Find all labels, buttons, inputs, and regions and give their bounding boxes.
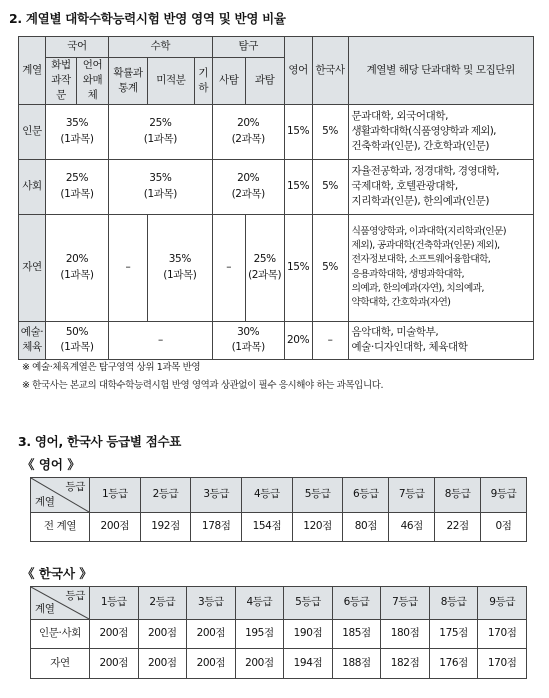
note-history: ※ 한국사는 본교의 대학수학능력시험 반영 영역과 상관없이 필수 응시해야 하는 과목입니다. <box>22 380 384 391</box>
header-math: 수학 <box>108 37 212 58</box>
header-inquiry-2: 과탐 <box>245 58 284 105</box>
ratio-table <box>18 36 534 360</box>
grade-3: 3등급 <box>187 587 236 620</box>
score-cell: 200점 <box>90 513 141 542</box>
grade-8: 8등급 <box>429 587 478 620</box>
row-humanities <box>19 104 534 159</box>
univ-list: 음악대학, 미술학부, 예술·디자인대학, 체육대학 <box>348 321 533 359</box>
header-math-2: 미적분 <box>147 58 194 105</box>
table-row <box>31 513 527 542</box>
korean-ratio: 25% (1과목) <box>46 159 109 214</box>
inquiry-dash: – <box>212 214 245 321</box>
header-inquiry: 탐구 <box>212 37 284 58</box>
univ-list: 자율전공학과, 정경대학, 경영대학, 국제대학, 호텔관광대학, 지리학과(인문), 한의예과(인문) <box>348 159 533 214</box>
header-univ: 계열별 해당 단과대학 및 모집단위 <box>348 37 533 105</box>
english-ratio: 15% <box>284 214 312 321</box>
row-arts <box>19 321 534 359</box>
math-dash: – <box>108 214 147 321</box>
grade-2: 2등급 <box>140 478 191 513</box>
grade-5: 5등급 <box>284 587 333 620</box>
notes <box>22 359 383 395</box>
grade-6: 6등급 <box>343 478 389 513</box>
history-grade-header <box>31 587 527 620</box>
english-score-table <box>30 477 527 542</box>
score-cell: 154점 <box>242 513 293 542</box>
header-group: 계열 <box>19 37 46 105</box>
english-grade-header <box>31 478 527 513</box>
score-cell: 200점 <box>187 649 236 679</box>
grade-8: 8등급 <box>435 478 481 513</box>
corner-header: 등급 계열 <box>31 587 90 620</box>
grade-6: 6등급 <box>332 587 381 620</box>
korean-ratio: 50% (1과목) <box>46 321 109 359</box>
score-cell: 200점 <box>90 620 139 649</box>
row-name: 전 계열 <box>31 513 90 542</box>
score-cell: 178점 <box>191 513 242 542</box>
header-math-1: 확률과통계 <box>108 58 147 105</box>
univ-list: 식품영양학과, 이과대학(지리학과(인문) 제외), 공과대학(건축학과(인문) 제외), 전자정보대학, 소프트웨어융합대학, 응용과학대학, 생명과학대학, 의예과, 한의예과(자연), 치의예과, 약학대학, 간호학과(자연) <box>348 214 533 321</box>
header-math-3: 기하 <box>194 58 212 105</box>
score-cell: 188점 <box>332 649 381 679</box>
english-label: 《 영어 》 <box>22 457 80 472</box>
corner-header: 등급 계열 <box>31 478 90 513</box>
score-cell: 200점 <box>90 649 139 679</box>
header-english: 영어 <box>284 37 312 105</box>
score-cell: 170점 <box>478 649 527 679</box>
header-korean-2: 언어와매체 <box>76 58 108 105</box>
note-arts: ※ 예술·체육계열은 탐구영역 상위 1과목 반영 <box>22 362 201 373</box>
inquiry-ratio: 20% (2과목) <box>212 104 284 159</box>
score-cell: 46점 <box>389 513 435 542</box>
table-row <box>31 620 527 649</box>
grade-1: 1등급 <box>90 587 139 620</box>
grade-1: 1등급 <box>90 478 141 513</box>
score-cell: 200점 <box>138 649 187 679</box>
history-score-table <box>30 586 527 679</box>
history-ratio: 5% <box>312 159 348 214</box>
history-label: 《 한국사 》 <box>22 566 92 581</box>
grade-5: 5등급 <box>292 478 343 513</box>
score-cell: 200점 <box>138 620 187 649</box>
math-ratio: 35% (1과목) <box>147 214 212 321</box>
row-name: 자연 <box>31 649 90 679</box>
grade-3: 3등급 <box>191 478 242 513</box>
inquiry-ratio: 30% (1과목) <box>212 321 284 359</box>
score-cell: 195점 <box>235 620 284 649</box>
korean-ratio: 35% (1과목) <box>46 104 109 159</box>
header-history: 한국사 <box>312 37 348 105</box>
grade-4: 4등급 <box>235 587 284 620</box>
grade-9: 9등급 <box>481 478 527 513</box>
history-ratio: 5% <box>312 104 348 159</box>
univ-list: 문과대학, 외국어대학, 생활과학대학(식품영양학과 제외), 건축학과(인문), 간호학과(인문) <box>348 104 533 159</box>
row-name: 사회 <box>19 159 46 214</box>
score-cell: 0점 <box>481 513 527 542</box>
score-cell: 176점 <box>429 649 478 679</box>
english-ratio: 15% <box>284 104 312 159</box>
header-korean: 국어 <box>46 37 109 58</box>
score-cell: 200점 <box>187 620 236 649</box>
grade-9: 9등급 <box>478 587 527 620</box>
score-cell: 80점 <box>343 513 389 542</box>
score-cell: 200점 <box>235 649 284 679</box>
score-cell: 182점 <box>381 649 430 679</box>
row-name: 인문 <box>19 104 46 159</box>
history-ratio: 5% <box>312 214 348 321</box>
grade-7: 7등급 <box>381 587 430 620</box>
grade-7: 7등급 <box>389 478 435 513</box>
score-cell: 190점 <box>284 620 333 649</box>
row-name: 인문·사회 <box>31 620 90 649</box>
grade-4: 4등급 <box>242 478 293 513</box>
score-cell: 22점 <box>435 513 481 542</box>
header-inquiry-1: 사탐 <box>212 58 245 105</box>
inquiry-ratio: 20% (2과목) <box>212 159 284 214</box>
section2-title: 2. 계열별 대학수학능력시험 반영 영역 및 반영 비율 <box>9 11 286 26</box>
score-cell: 170점 <box>478 620 527 649</box>
score-cell: 185점 <box>332 620 381 649</box>
row-social <box>19 159 534 214</box>
english-ratio: 20% <box>284 321 312 359</box>
table-row <box>31 649 527 679</box>
row-name: 자연 <box>19 214 46 321</box>
english-ratio: 15% <box>284 159 312 214</box>
score-cell: 180점 <box>381 620 430 649</box>
score-cell: 175점 <box>429 620 478 649</box>
grade-2: 2등급 <box>138 587 187 620</box>
score-cell: 192점 <box>140 513 191 542</box>
math-ratio: 35% (1과목) <box>108 159 212 214</box>
history-dash: – <box>312 321 348 359</box>
math-dash: – <box>108 321 212 359</box>
korean-ratio: 20% (1과목) <box>46 214 109 321</box>
score-cell: 194점 <box>284 649 333 679</box>
section3-title: 3. 영어, 한국사 등급별 점수표 <box>18 434 182 449</box>
inquiry-ratio: 25% (2과목) <box>245 214 284 321</box>
row-name: 예술·체육 <box>19 321 46 359</box>
row-natural <box>19 214 534 321</box>
header-korean-1: 화법과작문 <box>46 58 77 105</box>
score-cell: 120점 <box>292 513 343 542</box>
math-ratio: 25% (1과목) <box>108 104 212 159</box>
